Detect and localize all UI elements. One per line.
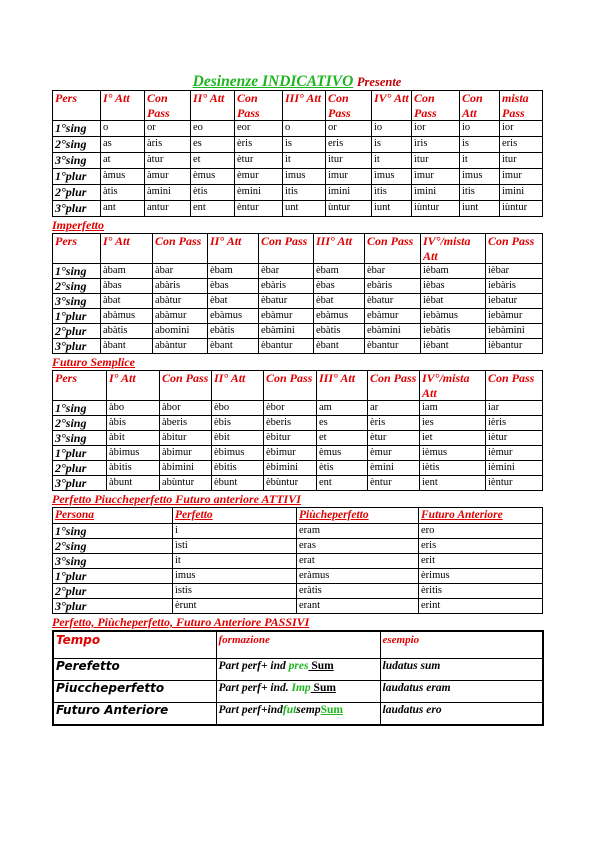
ending-cell: ent [317,476,368,491]
ending-cell: èris [235,137,283,153]
ending-cell: imus [283,169,326,185]
ending-cell: iar [486,401,543,416]
person-cell: 3°plur [53,339,101,354]
futuro-table [52,370,543,491]
ending-cell: et [317,431,368,446]
ending-cell: es [191,137,235,153]
title-sub: Presente [356,75,402,89]
ending-cell: io [372,121,412,137]
table-row [53,703,543,726]
ending-cell: ìmus [372,169,412,185]
ending-cell: èritis [419,584,543,599]
ending-cell: ebàmus [208,309,259,324]
ending-cell: eris [500,137,543,153]
ending-cell: iet [420,431,486,446]
ending-cell: ebàris [259,279,314,294]
ending-cell: èbas [314,279,365,294]
ending-cell: àbant [101,339,153,354]
ending-cell: èbo [212,401,264,416]
formazione-sum: Sum [308,660,334,672]
presente-header-row [53,91,543,121]
ending-cell: àbunt [107,476,160,491]
ending-cell: ebàtis [314,324,365,339]
ending-cell: it [173,554,297,569]
ending-cell: ebàtis [208,324,259,339]
ending-cell: abàntur [153,339,208,354]
ending-cell: èbor [264,401,317,416]
tempo-cell: Piuccheperfetto [53,681,216,703]
table-row [53,137,543,153]
ending-cell: àbit [107,431,160,446]
header-cell: Con Pass [412,91,460,121]
person-cell: 3°plur [53,476,107,491]
ending-cell: èbas [208,279,259,294]
ending-cell: iètur [486,431,543,446]
person-cell: 1°plur [53,569,173,584]
ending-cell: abàtis [101,324,153,339]
ending-cell: eris [326,137,372,153]
header-cell: Con Pass [368,371,420,401]
ending-cell: àbitis [107,461,160,476]
passivi-heading: Perfetto, Piùcheperfetto, Futuro Anteriore PASSIVI [52,615,310,629]
table-row [53,416,543,431]
ending-cell: iètis [420,461,486,476]
ending-cell: or [145,121,191,137]
ending-cell: ièmur [486,446,543,461]
ending-cell: o [101,121,145,137]
ending-cell: èbatur [365,294,421,309]
ending-cell: èbant [314,339,365,354]
ending-cell: ìtis [372,185,412,201]
ending-cell: ièbas [421,279,486,294]
ending-cell: itis [283,185,326,201]
ending-cell: erint [419,599,543,614]
header-cell: Con Pass [486,234,543,264]
ending-cell: it [372,153,412,169]
ending-cell: at [101,153,145,169]
ending-cell: is [283,137,326,153]
header-cell: I° Att [107,371,160,401]
ending-cell: àmini [145,185,191,201]
ending-cell: ièbant [421,339,486,354]
header-cell: Con Pass [153,234,208,264]
person-cell: 1°sing [53,121,101,137]
table-row [53,461,543,476]
ending-cell: àbor [160,401,212,416]
ending-cell: or [326,121,372,137]
header-cell: Con Pass [486,371,543,401]
formazione-tense: fut [282,704,297,716]
table-row [53,201,543,217]
ending-cell: erit [419,554,543,569]
ending-cell: ent [191,201,235,217]
person-cell: 2°plur [53,461,107,476]
ending-cell: ièmini [486,461,543,476]
passivi-header-row [53,631,543,659]
person-cell: 2°plur [53,324,101,339]
header-cell: II° Att [208,234,259,264]
person-cell: 2°sing [53,539,173,554]
ending-cell: eor [235,121,283,137]
table-row [53,431,543,446]
person-cell: 1°plur [53,446,107,461]
ending-cell: ètur [368,431,420,446]
header-cell: II° Att [191,91,235,121]
tempo-cell: Perefetto [53,659,216,681]
table-row [53,524,543,539]
ending-cell: ar [368,401,420,416]
table-row [53,324,543,339]
header-cell: Con Pass [235,91,283,121]
formazione-cell [216,659,380,681]
person-cell: 2°sing [53,137,101,153]
futuro-heading: Futuro Semplice [52,355,136,369]
formazione-sum: Sum [310,682,336,694]
ending-cell: ìmur [412,169,460,185]
ending-cell: as [101,137,145,153]
person-cell: 3°plur [53,201,101,217]
ending-cell: abàris [153,279,208,294]
ending-cell: et [191,153,235,169]
header-cell: III° Att [314,234,365,264]
ending-cell: èris [368,416,420,431]
ending-cell: iebàmus [421,309,486,324]
formazione-text: Part perf+ind [218,704,283,716]
header-cell: Con Pass [259,234,314,264]
passivi-table [52,630,544,726]
table-row [53,185,543,201]
ending-cell: ètis [191,185,235,201]
ending-cell: èbam [208,264,259,279]
ending-cell: èbant [208,339,259,354]
ending-cell: àbat [101,294,153,309]
attivi-heading: Perfetto Piuccheperfetto Futuro anteriore ATTIVI [52,492,301,506]
formazione-cell [216,681,380,703]
imperfetto-heading: Imperfetto [52,218,104,232]
person-cell: 1°sing [53,264,101,279]
ending-cell: èbis [212,416,264,431]
ending-cell: i [173,524,297,539]
ending-cell: erat [297,554,419,569]
ending-cell: iùntur [500,201,543,217]
person-cell: 2°sing [53,416,107,431]
ending-cell: iam [420,401,486,416]
ending-cell: iunt [372,201,412,217]
attivi-header-row [53,508,543,524]
esempio-cell: laudatus eram [380,681,543,703]
header-cell: Con Pass [365,234,421,264]
ending-cell: ìsti [173,539,297,554]
person-cell: 3°sing [53,554,173,569]
person-cell: 1°sing [53,401,107,416]
ending-cell: iebàtis [421,324,486,339]
ending-cell: ièbantur [486,339,543,354]
ending-cell: èmur [368,446,420,461]
person-cell: 3°sing [53,153,101,169]
table-row [53,681,543,703]
ending-cell: èbitis [212,461,264,476]
ending-cell: imini [326,185,372,201]
header-cell: Con Att [460,91,500,121]
ending-cell: ìstis [173,584,297,599]
esempio-cell: laudatus ero [380,703,543,726]
ending-cell: itur [326,153,372,169]
ending-cell: iebàris [486,279,543,294]
document-title [52,74,542,90]
ending-cell: erant [297,599,419,614]
ending-cell: imur [500,169,543,185]
ending-cell: ìtur [412,153,460,169]
ending-cell: èbimus [212,446,264,461]
header-cell: Futuro Anteriore [419,508,543,524]
header-cell: Piùcheperfetto [297,508,419,524]
ending-cell: iebàmini [486,324,543,339]
table-row [53,294,543,309]
ending-cell: am [317,401,368,416]
header-cell: mista Pass [500,91,543,121]
header-cell: I° Att [101,234,153,264]
ending-cell: eras [297,539,419,554]
ending-cell: èbit [212,431,264,446]
ending-cell: èbar [259,264,314,279]
ending-cell: ant [101,201,145,217]
ending-cell: ient [420,476,486,491]
table-row [53,169,543,185]
ending-cell: ero [419,524,543,539]
ending-cell: èbam [314,264,365,279]
header-cell: I° Att [101,91,145,121]
table-row [53,659,543,681]
person-cell: 2°sing [53,279,101,294]
ending-cell: àbam [101,264,153,279]
header-cell: IV°/mista Att [421,234,486,264]
ending-cell: imur [326,169,372,185]
ending-cell: iebatur [486,294,543,309]
ending-cell: àbitur [160,431,212,446]
formazione-cell [216,703,380,726]
imperfetto-header-row [53,234,543,264]
ending-cell: imus [173,569,297,584]
table-row [53,554,543,569]
futuro-header-row [53,371,543,401]
ending-cell: it [283,153,326,169]
ending-cell: ebàris [365,279,421,294]
header-cell: II° Att [212,371,264,401]
ending-cell: ebàmus [314,309,365,324]
ending-cell: unt [283,201,326,217]
esempio-cell: ludatus sum [380,659,543,681]
ending-cell: iunt [460,201,500,217]
header-cell: Perfetto [173,508,297,524]
ending-cell: èntur [235,201,283,217]
header-cell: III° Att [317,371,368,401]
table-row [53,279,543,294]
ending-cell: ebàmur [365,309,421,324]
header-cell: Pers [53,371,107,401]
document-page [52,74,542,726]
ending-cell: abàmur [153,309,208,324]
ending-cell: èmini [235,185,283,201]
ending-cell: itur [500,153,543,169]
header-cell: Con Pass [264,371,317,401]
ending-cell: àbis [107,416,160,431]
ending-cell: ièbam [421,264,486,279]
ending-cell: ètis [317,461,368,476]
ending-cell: èbantur [365,339,421,354]
ending-cell: àbo [107,401,160,416]
ending-cell: ièbat [421,294,486,309]
header-cell: Con Pass [160,371,212,401]
ending-cell: ièntur [486,476,543,491]
table-row [53,401,543,416]
ending-cell: imus [460,169,500,185]
header-cell: IV° Att [372,91,412,121]
person-cell: 1°sing [53,524,173,539]
ending-cell: èberis [264,416,317,431]
table-row [53,584,543,599]
ending-cell: àris [145,137,191,153]
ending-cell: ior [500,121,543,137]
ending-cell: èmus [191,169,235,185]
ending-cell: èbat [208,294,259,309]
ending-cell: àbimini [160,461,212,476]
ending-cell: èrimus [419,569,543,584]
ending-cell: abùntur [160,476,212,491]
header-cell: formazione [216,631,380,659]
table-row [53,476,543,491]
ending-cell: eram [297,524,419,539]
ending-cell: imini [500,185,543,201]
ending-cell: ebàmur [259,309,314,324]
ending-cell: èmus [317,446,368,461]
header-cell: Tempo [53,631,216,659]
imperfetto-table [52,233,543,354]
ending-cell: abàmus [101,309,153,324]
ending-cell: àberis [160,416,212,431]
ending-cell: èbimur [264,446,317,461]
ending-cell: is [460,137,500,153]
person-cell: 2°plur [53,185,101,201]
ending-cell: ièris [486,416,543,431]
ending-cell: àtis [101,185,145,201]
person-cell: 1°plur [53,309,101,324]
person-cell: 3°sing [53,294,101,309]
ending-cell: eràmus [297,569,419,584]
person-cell: 3°sing [53,431,107,446]
table-row [53,569,543,584]
header-cell: Con Pass [326,91,372,121]
ending-cell: iùntur [412,201,460,217]
table-row [53,339,543,354]
table-row [53,599,543,614]
header-cell: esempio [380,631,543,659]
table-row [53,446,543,461]
formazione-semp: semp [296,704,321,716]
person-cell: 1°plur [53,169,101,185]
table-row [53,539,543,554]
ending-cell: it [460,153,500,169]
header-cell: Pers [53,91,101,121]
ending-cell: iebàmur [486,309,543,324]
ending-cell: ùntur [326,201,372,217]
ending-cell: ebàmini [365,324,421,339]
ending-cell: is [372,137,412,153]
table-row [53,309,543,324]
ending-cell: ìmini [412,185,460,201]
ending-cell: èbùntur [264,476,317,491]
title-main: Desinenze INDICATIVO [192,73,354,90]
ending-cell: eris [419,539,543,554]
ending-cell: ètur [235,153,283,169]
ending-cell: èbitur [264,431,317,446]
ending-cell: àbimus [107,446,160,461]
ending-cell: èrunt [173,599,297,614]
ending-cell: àbas [101,279,153,294]
header-cell: IV°/mista Att [420,371,486,401]
ending-cell: eo [191,121,235,137]
ending-cell: àtur [145,153,191,169]
ending-cell: ies [420,416,486,431]
ending-cell: ièbar [486,264,543,279]
ending-cell: abomini [153,324,208,339]
person-cell: 3°plur [53,599,173,614]
header-cell: Persona [53,508,173,524]
person-cell: 2°plur [53,584,173,599]
ending-cell: ior [412,121,460,137]
ending-cell: itis [460,185,500,201]
ending-cell: àbimur [160,446,212,461]
ending-cell: ìris [412,137,460,153]
ending-cell: èbat [314,294,365,309]
table-row [53,121,543,137]
ending-cell: èmur [235,169,283,185]
ending-cell: ebàmini [259,324,314,339]
ending-cell: abàtur [153,294,208,309]
ending-cell: io [460,121,500,137]
ending-cell: èbimini [264,461,317,476]
ending-cell: èbantur [259,339,314,354]
ending-cell: àmur [145,169,191,185]
ending-cell: èbatur [259,294,314,309]
ending-cell: àmus [101,169,145,185]
formazione-tense: pres [288,660,309,672]
ending-cell: èmini [368,461,420,476]
table-row [53,153,543,169]
ending-cell: èbar [365,264,421,279]
ending-cell: eràtis [297,584,419,599]
table-row [53,264,543,279]
ending-cell: èbunt [212,476,264,491]
ending-cell: àbar [153,264,208,279]
tempo-cell: Futuro Anteriore [53,703,216,726]
header-cell: Pers [53,234,101,264]
ending-cell: es [317,416,368,431]
formazione-tense: Imp [291,682,311,694]
formazione-text: Part perf+ ind [218,660,289,672]
ending-cell: ièmus [420,446,486,461]
formazione-text: Part perf+ ind. [218,682,292,694]
presente-table [52,90,543,217]
attivi-table [52,507,543,614]
ending-cell: o [283,121,326,137]
ending-cell: èntur [368,476,420,491]
header-cell: III° Att [283,91,326,121]
header-cell: Con Pass [145,91,191,121]
ending-cell: antur [145,201,191,217]
formazione-sum: Sum [320,704,343,716]
